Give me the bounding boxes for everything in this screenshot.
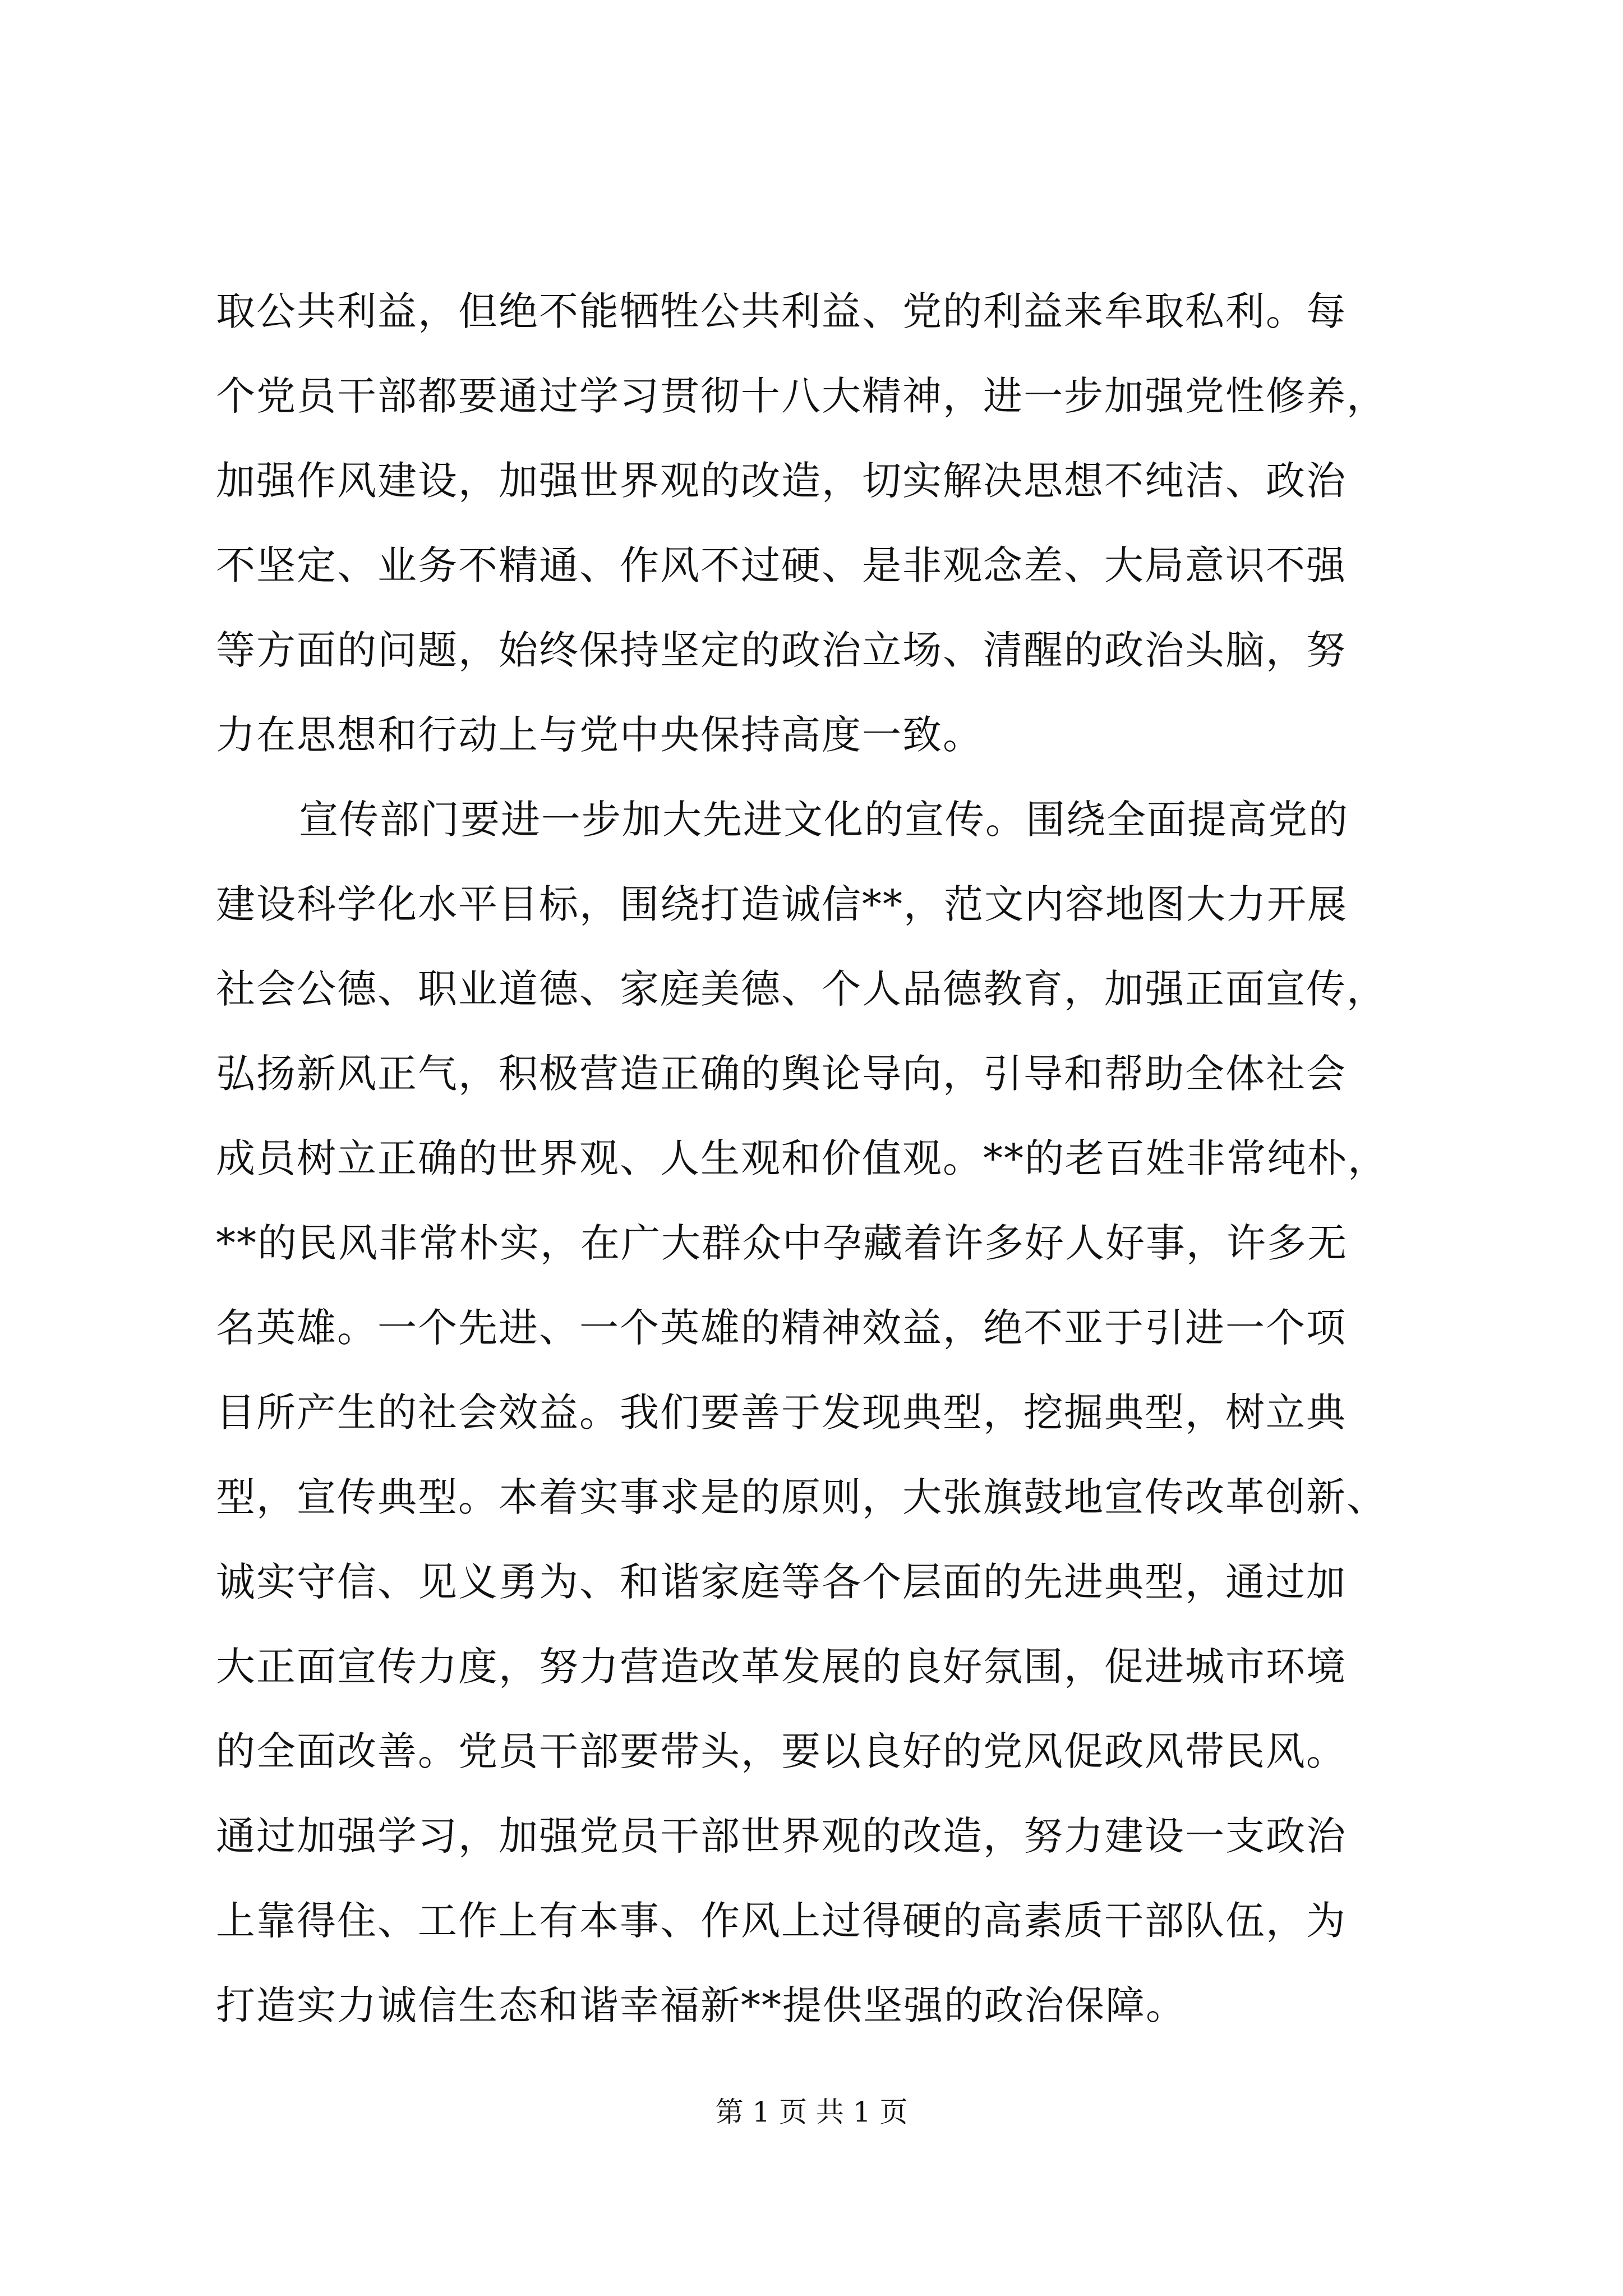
text-line: 诚实守信、见义勇为、和谐家庭等各个层面的先进典型，通过加 bbox=[216, 1559, 1347, 1605]
paragraph-2 bbox=[216, 777, 1422, 2048]
text-line: **的民风非常朴实，在广大群众中孕藏着许多好人好事，许多无 bbox=[216, 1220, 1348, 1266]
text-line: 个党员干部都要通过学习贯彻十八大精神，进一步加强党性修养， bbox=[216, 373, 1387, 419]
text-line: 取公共利益，但绝不能牺牲公共利益、党的利益来牟取私利。每 bbox=[216, 288, 1347, 334]
text-line: 型，宣传典型。本着实事求是的原则，大张旗鼓地宣传改革创新、 bbox=[216, 1474, 1387, 1520]
text-line: 宣传部门要进一步加大先进文化的宣传。围绕全面提高党的 bbox=[299, 797, 1349, 843]
text-line: 力在思想和行动上与党中央保持高度一致。 bbox=[216, 712, 983, 758]
text-line: 通过加强学习，加强党员干部世界观的改造，努力建设一支政治 bbox=[216, 1813, 1347, 1859]
document-body bbox=[216, 269, 1422, 2048]
text-line: 打造实力诚信生态和谐幸福新**提供坚强的政治保障。 bbox=[216, 1982, 1186, 2028]
text-line: 不坚定、业务不精通、作风不过硬、是非观念差、大局意识不强 bbox=[216, 542, 1347, 588]
text-line: 名英雄。一个先进、一个英雄的精神效益，绝不亚于引进一个项 bbox=[216, 1305, 1347, 1351]
text-line: 目所产生的社会效益。我们要善于发现典型，挖掘典型，树立典 bbox=[216, 1389, 1347, 1435]
text-line: 社会公德、职业道德、家庭美德、个人品德教育，加强正面宣传， bbox=[216, 966, 1387, 1012]
text-line: 成员树立正确的世界观、人生观和价值观。**的老百姓非常纯朴， bbox=[216, 1135, 1388, 1181]
text-line: 弘扬新风正气，积极营造正确的舆论导向，引导和帮助全体社会 bbox=[216, 1051, 1347, 1097]
text-line: 上靠得住、工作上有本事、作风上过得硬的高素质干部队伍，为 bbox=[216, 1898, 1347, 1944]
text-line: 建设科学化水平目标，围绕打造诚信**，范文内容地图大力开展 bbox=[216, 881, 1348, 927]
text-line: 大正面宣传力度，努力营造改革发展的良好氛围，促进城市环境 bbox=[216, 1644, 1347, 1690]
text-line: 等方面的问题，始终保持坚定的政治立场、清醒的政治头脑，努 bbox=[216, 627, 1347, 673]
page-footer: 第 1 页 共 1 页 bbox=[715, 2096, 908, 2128]
text-line: 加强作风建设，加强世界观的改造，切实解决思想不纯洁、政治 bbox=[216, 458, 1347, 504]
text-line: 的全面改善。党员干部要带头，要以良好的党风促政风带民风。 bbox=[216, 1728, 1347, 1774]
paragraph-1 bbox=[216, 269, 1422, 777]
